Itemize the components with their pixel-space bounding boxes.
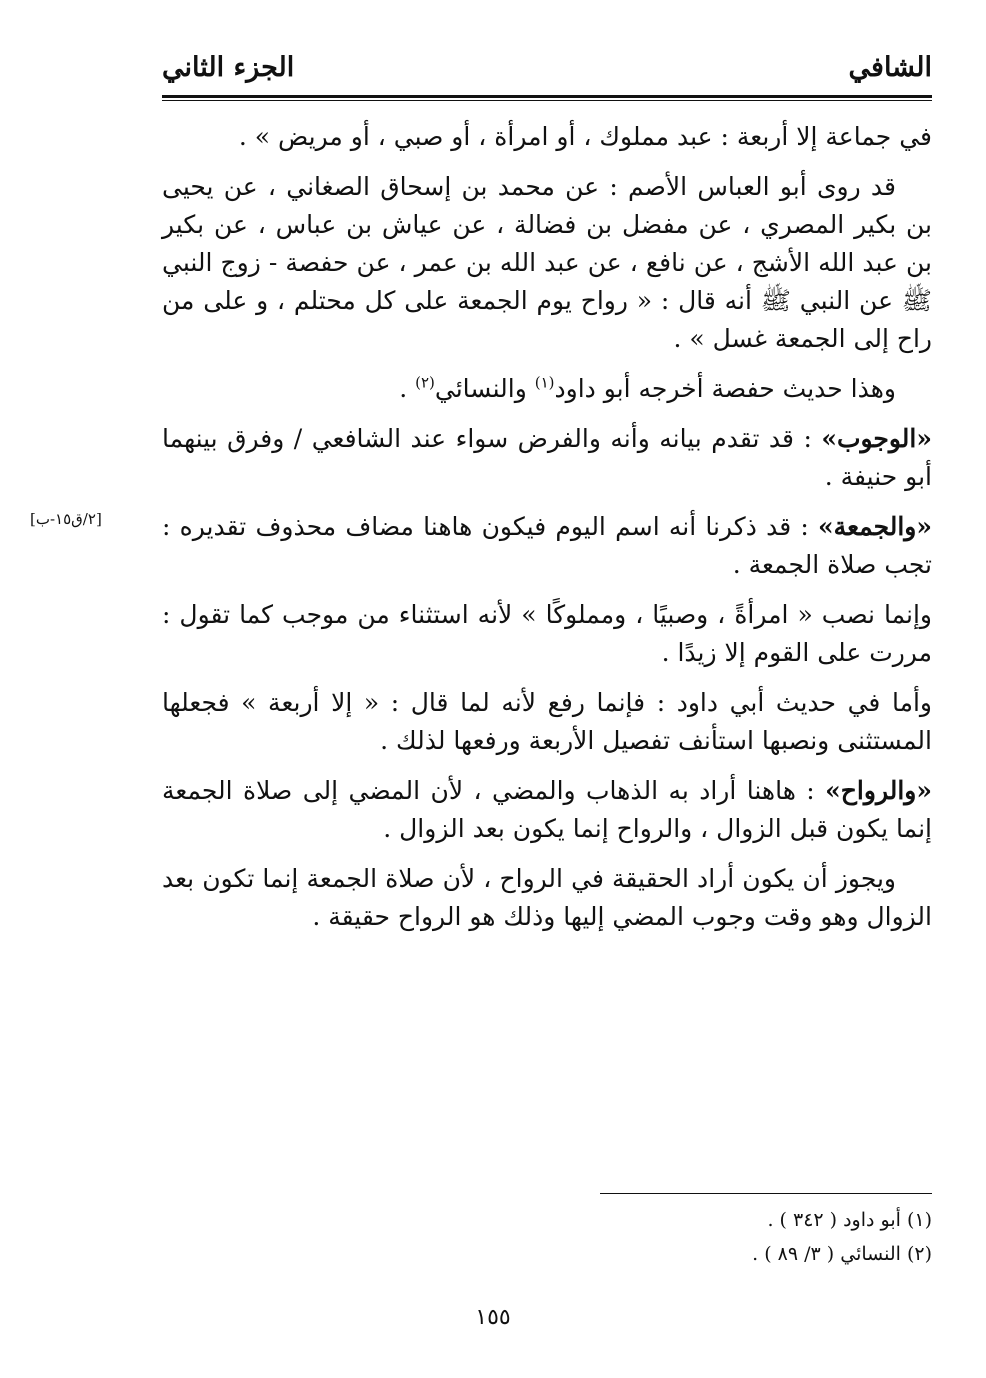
paragraph-5: «والجمعة» : قد ذكرنا أنه اسم اليوم فيكون هاهنا مضاف محذوف تقديره : تجب صلاة الجمعة . <box>162 512 932 579</box>
term-rawah: «والرواح» <box>825 776 932 805</box>
paragraph-1: في جماعة إلا أربعة : عبد مملوك ، أو امرأة ، أو صبي ، أو مريض » . <box>238 122 932 151</box>
footnote-2: (٢) النسائي ( ٣/ ٨٩ ) . <box>752 1243 932 1265</box>
paragraph-6: وإنما نصب « امرأةً ، وصبيًا ، ومملوكًا » لأنه استثناء من موجب كما تقول : مررت على القوم إلا زيدًا . <box>162 600 932 667</box>
footnote-separator <box>600 1193 932 1194</box>
page-header <box>162 52 932 92</box>
part-title: الجزء الثاني <box>162 52 295 83</box>
header-rule-thin <box>162 100 932 101</box>
paragraph-2: قد روى أبو العباس الأصم : عن محمد بن إسحاق الصغاني ، عن يحيى بن بكير المصري ، عن مفضل بن فضالة ، عن عياش بن عباس ، عن بكير بن عبد الله الأشج ، عن نافع ، عن عبد الله بن عمر ، عن حفصة - زوج النبي ﷺ عن النبي ﷺ أنه قال : « رواح يوم الجمعة على كل محتلم ، و على من راح إلى الجمعة غسل » . <box>162 172 932 353</box>
manuscript-margin-note: [٢/ق١٥-ب] <box>30 510 102 528</box>
main-text <box>162 118 932 948</box>
header-rule-thick <box>162 95 932 98</box>
paragraph-8: «والرواح» : هاهنا أراد به الذهاب والمضي ، لأن المضي إلى صلاة الجمعة إنما يكون قبل الزوال ، والرواح إنما يكون بعد الزوال . <box>162 776 932 843</box>
paragraph-9: ويجوز أن يكون أراد الحقيقة في الرواح ، لأن صلاة الجمعة إنما تكون بعد الزوال وهو وقت وجوب المضي إليها وذلك هو الرواح حقيقة . <box>162 864 932 931</box>
footnote-ref-1[interactable]: (١) <box>534 373 555 392</box>
paragraph-3: وهذا حديث حفصة أخرجه أبو داود$^{(١)}$ والنسائي$^{(٢)}$ . <box>399 373 896 403</box>
paragraph-4: «الوجوب» : قد تقدم بيانه وأنه والفرض سواء عند الشافعي / وفرق بينهما أبو حنيفة . <box>162 424 932 491</box>
term-jumuah: «والجمعة» <box>818 512 932 541</box>
term-wujub: «الوجوب» <box>821 424 932 453</box>
footnote-ref-2[interactable]: (٢) <box>415 373 435 392</box>
footnote-1: (١) أبو داود ( ٣٤٢ ) . <box>767 1209 932 1231</box>
footnotes <box>500 1203 932 1271</box>
paragraph-7: وأما في حديث أبي داود : فإنما رفع لأنه لما قال : « إلا أربعة » فجعلها المستثنى ونصبها استأنف تفصيل الأربعة ورفعها لذلك . <box>162 688 932 755</box>
page-number: ١٥٥ <box>475 1305 511 1330</box>
book-title: الشافي <box>848 52 932 83</box>
